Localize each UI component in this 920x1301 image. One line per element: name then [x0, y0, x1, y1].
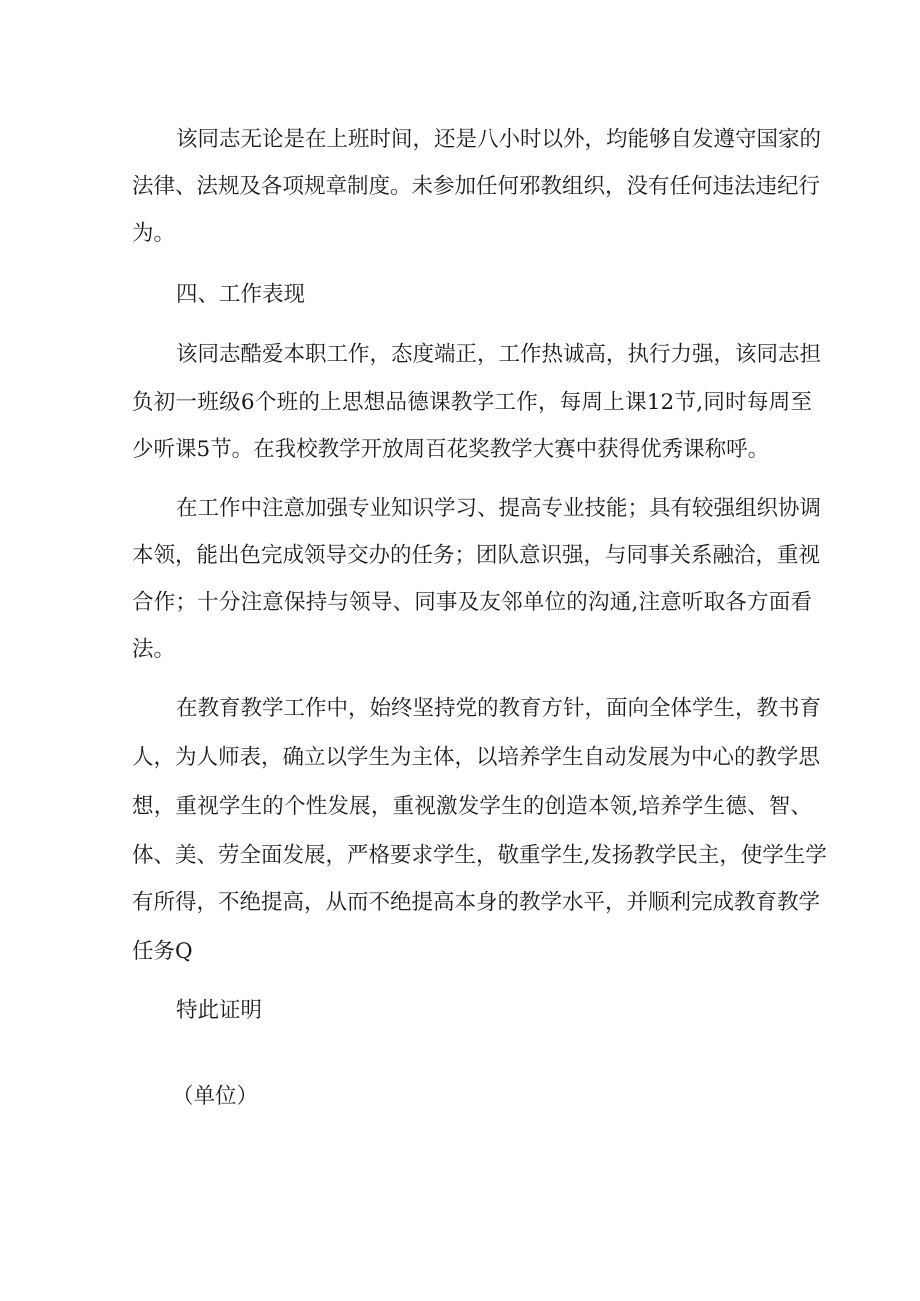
paragraph-2-line-3: 少听课5节。在我校教学开放周百花奖教学大赛中获得优秀课称呼。: [132, 437, 770, 462]
paragraph-4-line-1: 在教育教学工作中，始终坚持党的教育方针，面向全体学生，教书育: [176, 696, 822, 721]
section-heading-work-performance: 四、工作表现: [176, 282, 306, 307]
closing-certification: 特此证明: [176, 998, 263, 1023]
paragraph-4-line-5: 有所得，不绝提高，从而不绝提高本身的教学水平，并顺利完成教育教学: [132, 890, 821, 915]
paragraph-2-line-1: 该同志酷爱本职工作，态度端正，工作热诚高，执行力强，该同志担: [176, 342, 822, 367]
paragraph-4-line-2: 人，为人师表，确立以学生为主体，以培养学生自动发展为中心的教学思: [132, 745, 821, 770]
paragraph-4-line-4: 体、美、劳全面发展，严格要求学生，敬重学生,发扬教学民主，使学生学: [132, 843, 827, 868]
paragraph-1-line-1: 该同志无论是在上班时间，还是八小时以外，均能够自发遵守国家的: [176, 127, 822, 152]
paragraph-2-line-2: 负初一班级6个班的上思想品德课教学工作，每周上课12节,同时每周至: [132, 390, 812, 415]
issuing-unit: （单位）: [172, 1084, 259, 1109]
paragraph-1-line-3: 为。: [132, 221, 176, 246]
paragraph-4-line-3: 想，重视学生的个性发展，重视激发学生的创造本领,培养学生德、智、: [132, 794, 812, 819]
paragraph-4-line-6: 任务Q: [132, 939, 193, 964]
paragraph-3-line-4: 法。: [132, 637, 176, 662]
paragraph-1-line-2: 法律、法规及各项规章制度。未参加任何邪教组织，没有任何违法违纪行: [132, 174, 821, 199]
paragraph-3-line-3: 合作；十分注意保持与领导、同事及友邻单位的沟通,注意听取各方面看: [132, 590, 812, 615]
paragraph-3-line-2: 本领，能出色完成领导交办的任务；团队意识强，与同事关系融洽，重视: [132, 543, 821, 568]
paragraph-3-line-1: 在工作中注意加强专业知识学习、提高专业技能；具有较强组织协调: [176, 496, 822, 521]
